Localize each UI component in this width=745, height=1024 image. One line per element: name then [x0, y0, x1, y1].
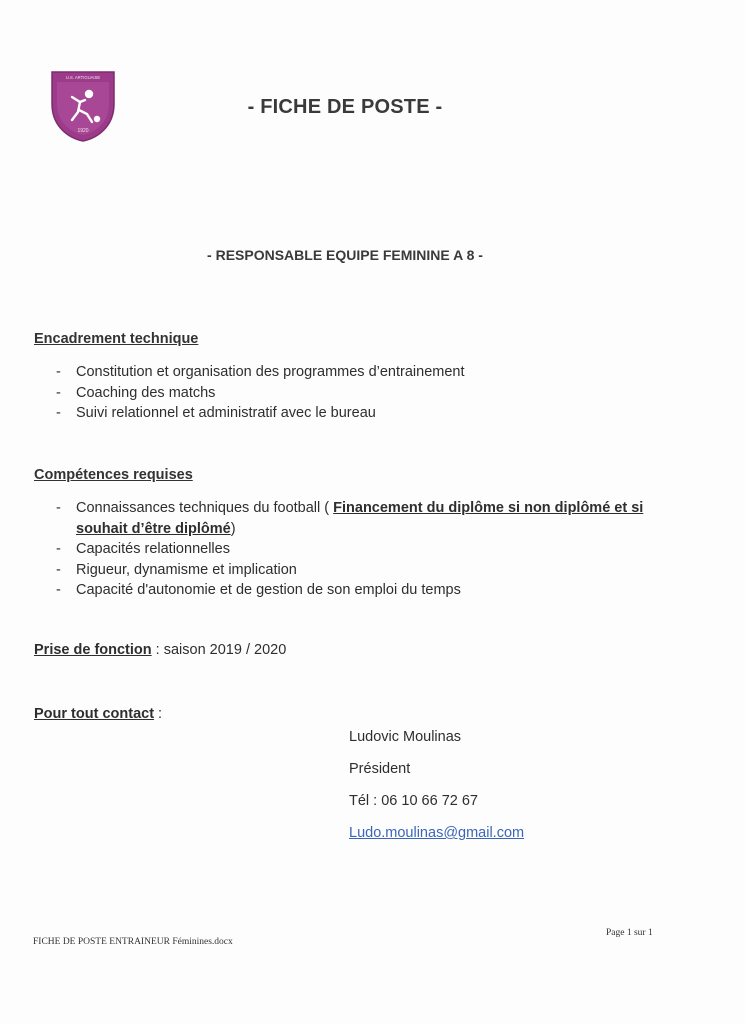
contact-label: Pour tout contact: [34, 706, 155, 722]
club-logo: [50, 70, 116, 142]
logo-year: 1920: [77, 128, 89, 134]
page-title: - FICHE DE POSTE -: [247, 96, 443, 118]
diploma-funding-note: Financement du diplôme si non diplômé et si souhait d’être diplômé: [76, 500, 644, 537]
logo-top-text: U.S. ARTIGUAISE: [65, 75, 101, 80]
section-heading-competences: Compétences requises: [34, 467, 193, 483]
contact-role: Président: [349, 761, 411, 777]
list-item-text: ): [230, 520, 236, 537]
list-item: [56, 498, 676, 539]
list-item: - Rigueur, dynamisme et implication: [56, 560, 676, 581]
encadrement-list: [56, 362, 676, 424]
prise-de-fonction: [34, 642, 286, 658]
contact-suffix: :: [154, 706, 163, 722]
list-item: - Suivi relationnel et administratif avec le bureau: [56, 403, 676, 424]
list-item: - Capacités relationnelles: [56, 539, 676, 560]
page-subtitle: - RESPONSABLE EQUIPE FEMININE A 8 -: [207, 247, 483, 263]
competences-list: [56, 498, 676, 601]
section-heading-encadrement: Encadrement technique: [34, 331, 199, 347]
contact-phone: Tél : 06 10 66 72 67: [349, 793, 478, 809]
contact-heading: [34, 706, 162, 722]
footer-filename: FICHE DE POSTE ENTRAINEUR Féminines.docx: [33, 937, 233, 947]
list-item: - Constitution et organisation des programmes d’entrainement: [56, 362, 676, 383]
list-item: - Coaching des matchs: [56, 383, 676, 404]
contact-name: Ludovic Moulinas: [349, 729, 462, 745]
prise-label: Prise de fonction: [34, 642, 152, 658]
prise-value: : saison 2019 / 2020: [151, 642, 287, 658]
list-item-text: Connaissances techniques du football (: [76, 500, 334, 516]
contact-email-link[interactable]: Ludo.moulinas@gmail.com: [349, 825, 525, 841]
list-item: - Capacité d'autonomie et de gestion de son emploi du temps: [56, 580, 676, 601]
page-number: Page 1 sur 1: [606, 928, 653, 938]
